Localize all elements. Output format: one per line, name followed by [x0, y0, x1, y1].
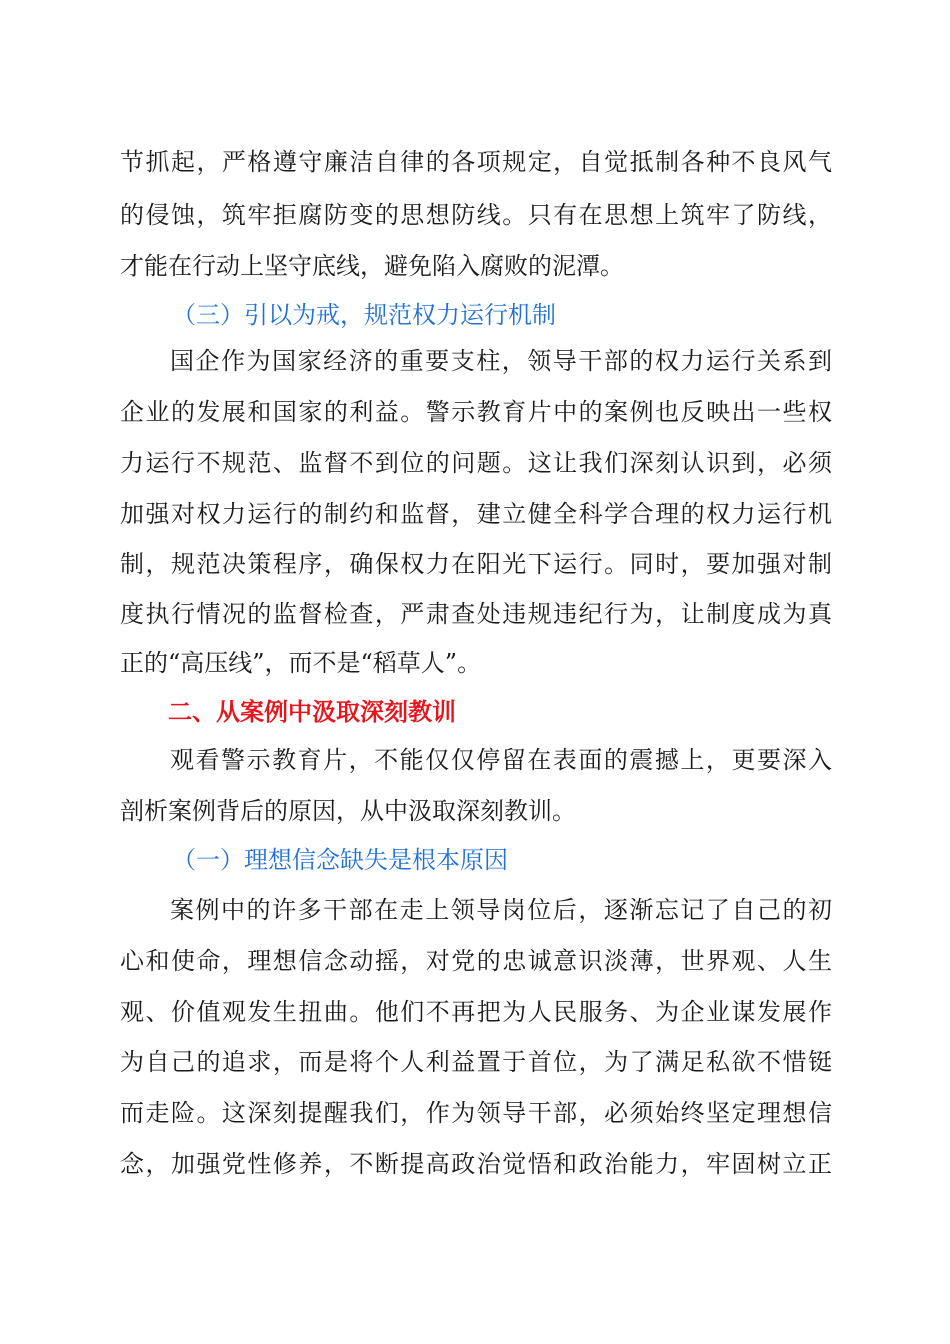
paragraph-line: 念，加强党性修养，不断提高政治觉悟和政治能力，牢固树立正 [120, 1150, 832, 1178]
paragraph-line: 剖析案例背后的原因，从中汲取深刻教训。 [120, 797, 576, 825]
paragraph-line: 观看警示教育片，不能仅仅停留在表面的震撼上，更要深入 [170, 746, 832, 774]
paragraph-line: 国企作为国家经济的重要支柱，领导干部的权力运行关系到 [170, 347, 832, 375]
paragraph-line: 加强对权力运行的制约和监督，建立健全科学合理的权力运行机 [120, 500, 832, 528]
paragraph-line: 的侵蚀，筑牢拒腐防变的思想防线。只有在思想上筑牢了防线， [120, 201, 832, 229]
section-heading-3: （三）引以为戒，规范权力运行机制 [172, 301, 556, 329]
paragraph-line: 度执行情况的监督检查，严肃查处违规违纪行为，让制度成为真 [120, 600, 832, 628]
paragraph-line: 企业的发展和国家的利益。警示教育片中的案例也反映出一些权 [120, 398, 832, 426]
paragraph-line: 制，规范决策程序，确保权力在阳光下运行。同时，要加强对制 [120, 550, 832, 578]
paragraph-line: 节抓起，严格遵守廉洁自律的各项规定，自觉抵制各种不良风气 [120, 148, 832, 176]
paragraph-line: 为自己的追求，而是将个人利益置于首位，为了满足私欲不惜铤 [120, 1048, 832, 1076]
paragraph-line: 正的“高压线”，而不是“稻草人”。 [120, 649, 482, 677]
section-heading-1: （一）理想信念缺失是根本原因 [172, 846, 508, 874]
paragraph-line: 力运行不规范、监督不到位的问题。这让我们深刻认识到，必须 [120, 449, 832, 477]
section-heading-2: 二、从案例中汲取深刻教训 [168, 698, 456, 726]
paragraph-line: 案例中的许多干部在走上领导岗位后，逐渐忘记了自己的初 [170, 896, 832, 924]
paragraph-line: 观、价值观发生扭曲。他们不再把为人民服务、为企业谋发展作 [120, 998, 832, 1026]
paragraph-line: 而走险。这深刻提醒我们，作为领导干部，必须始终坚定理想信 [120, 1099, 832, 1127]
paragraph-line: 心和使命，理想信念动摇，对党的忠诚意识淡薄，世界观、人生 [120, 947, 832, 975]
paragraph-line: 才能在行动上坚守底线，避免陷入腐败的泥潭。 [120, 252, 624, 280]
